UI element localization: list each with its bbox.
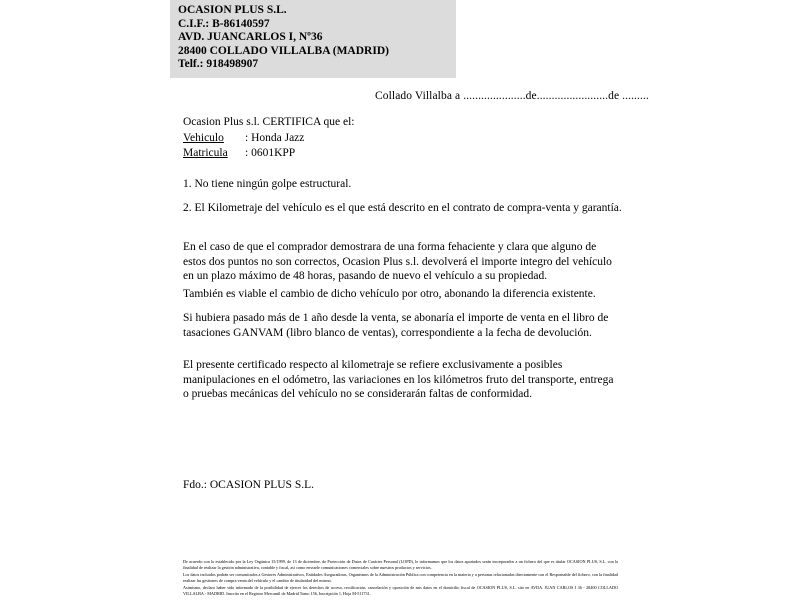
vehicle-value: : Honda Jazz [245, 132, 305, 144]
company-phone: Telf.: 918498907 [178, 58, 259, 70]
certifies-line: Ocasion Plus s.l. CERTIFICA que el: [183, 116, 355, 128]
company-city: 28400 COLLADO VILLALBA (MADRID) [178, 44, 389, 57]
company-cif: C.I.F.: B-86140597 [178, 17, 270, 30]
legal-notice [183, 559, 618, 599]
paragraph-3: Si hubiera pasado más de 1 año desde la venta, se abonaría el importe de venta en el libro de tasaciones GANVAM (libro blanco de ventas), correspondiente a la fecha de devolución. [183, 312, 609, 339]
vehicle-row [183, 131, 304, 146]
plate-label: Matricula [183, 147, 228, 159]
legal-paragraph-2: Los datos incluidos podrán ser comunicados a Gestores Administrativos, Entidades Aseguradoras, Organismos de la Administración Pública con competencia en la materia y a personas relacionadas directamente con el Responsable del fichero, con la finalidad realizar las gestiones de compra venta del vehículo y el cambio de titularidad del mismo. [183, 572, 618, 583]
signature-line: Fdo.: OCASION PLUS S.L. [183, 479, 314, 491]
vehicle-fields [183, 131, 304, 161]
point-2: 2. El Kilometraje del vehículo es el que está descrito en el contrato de compra-venta y garantía. [183, 202, 622, 214]
company-name: OCASION PLUS S.L. [178, 4, 287, 16]
letterhead-block [170, 0, 456, 78]
vehicle-label: Vehiculo [183, 132, 224, 144]
company-street: AVD. JUANCARLOS I, Nº36 [178, 31, 323, 43]
paragraph-1: En el caso de que el comprador demostrara de una forma fehaciente y clara que alguno de estos dos puntos no son correctos, Ocasion Plus s.l. devolverá el importe integro del vehículo en un plazo máximo de 48 horas, pasando de nuevo el vehículo a su propiedad. [183, 241, 612, 282]
legal-paragraph-1: De acuerdo con lo establecido por la Ley Orgánica 15/1999, de 13 de diciembre, de Protección de Datos de Carácter Personal (LOPD), le informamos que los datos aportados serán incorporados a un fichero del que es titular OCASION PLUS, S.L. con la finalidad de realizar la gestión administrativa, contable y fiscal, así como enviarle comunicaciones comerciales sobre nuestros productos y servicios. [183, 559, 618, 570]
point-1: 1. No tiene ningún golpe estructural. [183, 178, 352, 190]
plate-row [183, 146, 304, 161]
paragraph-4: El presente certificado respecto al kilometraje se refiere exclusivamente a posibles manipulaciones en el odómetro, las variaciones en los kilómetros fruto del transporte, entrega o pruebas mecánicas del vehículo no se considerarán faltas de conformidad. [183, 359, 614, 400]
legal-paragraph-3: Asimismo, declaro haber sido informado de la posibilidad de ejercer los derechos de acceso, rectificación, cancelación y oposición de mis datos en el domicilio fiscal de OCASION PLUS, S.L. sito en AVDA. JUAN CARLOS I 36 - 28400 COLLADO VILLALBA - MADRID. Inscrita en el Registro Mercantil de Madrid Tomo 156, Inscripción 1, Hoja M-511731. [183, 585, 618, 596]
paragraph-2: También es viable el cambio de dicho vehículo por otro, abonando la diferencia existente. [183, 288, 596, 300]
place-and-date: Collado Villalba a .....................de........................de ......... [375, 90, 649, 102]
plate-value: : 0601KPP [245, 147, 296, 159]
